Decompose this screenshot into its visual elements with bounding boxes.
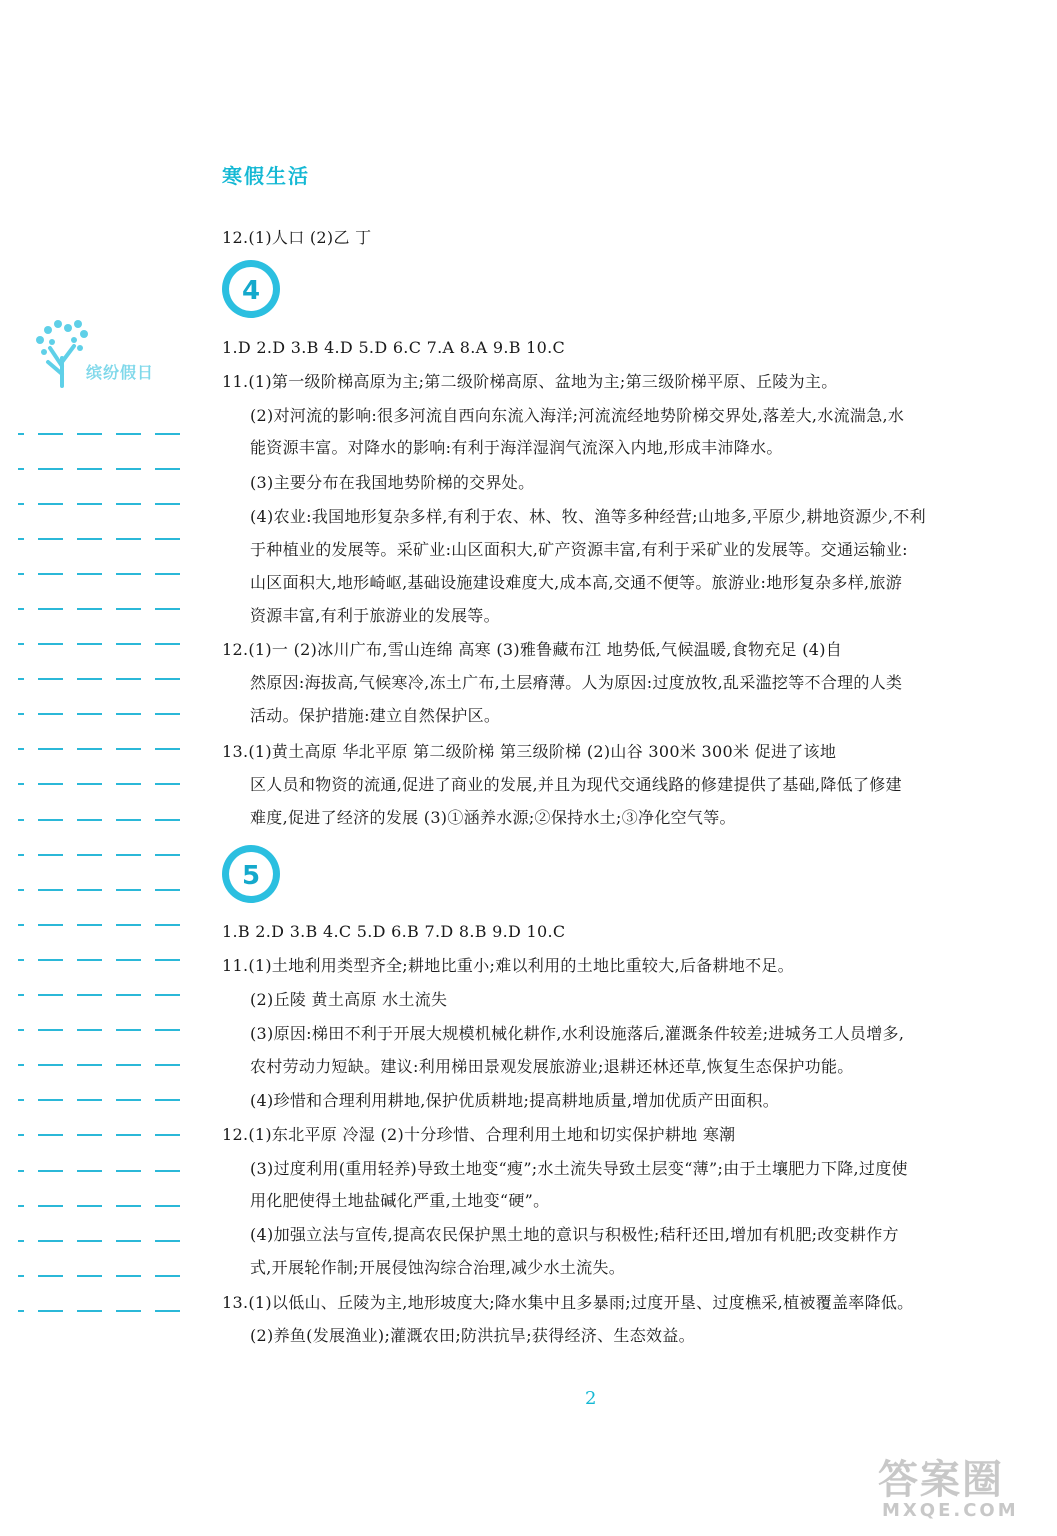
answer-line: (3)主要分布在我国地势阶梯的交界处。 xyxy=(250,473,535,492)
answer-line: (4)加强立法与宣传,提高农民保护黑土地的意识与积极性;秸秆还田,增加有机肥;改变耕作方 xyxy=(250,1225,899,1244)
note-lines xyxy=(18,416,203,1328)
answer-line: (2)丘陵 黄土高原 水土流失 xyxy=(250,990,448,1009)
badge-number: 4 xyxy=(241,276,261,306)
answer-line: (3)过度利用(重用轻养)导致土地变“瘦”;水土流失导致土层变“薄”;由于土壤肥力下降,过度使 xyxy=(250,1159,908,1178)
answer-line: 然原因:海拔高,气候寒冷,冻土广布,土层瘠薄。人为原因:过度放牧,乱采滥挖等不合理的人类 xyxy=(250,673,903,692)
answer-line: (2)对河流的影响:很多河流自西向东流入海洋;河流流经地势阶梯交界处,落差大,水流湍急,水 xyxy=(250,406,905,425)
answer-line: 1.D 2.D 3.B 4.D 5.D 6.C 7.A 8.A 9.B 10.C xyxy=(222,338,566,357)
answer-line: 用化肥使得土地盐碱化严重,土地变“硬”。 xyxy=(250,1191,550,1210)
badge-circle-icon xyxy=(220,258,282,320)
page-number: 2 xyxy=(585,1388,597,1409)
answer-line: 于种植业的发展等。采矿业:山区面积大,矿产资源丰富,有利于采矿业的发展等。交通运输业: xyxy=(250,540,908,559)
badge-circle-icon xyxy=(220,843,282,905)
answer-line: (4)农业:我国地形复杂多样,有利于农、林、牧、渔等多种经营;山地多,平原少,耕地资源少,不利 xyxy=(250,507,926,526)
answer-line: 农村劳动力短缺。建议:利用梯田景观发展旅游业;退耕还林还草,恢复生态保护功能。 xyxy=(250,1057,854,1076)
answer-line: 1.B 2.D 3.B 4.C 5.D 6.B 7.D 8.B 9.D 10.C xyxy=(222,922,566,941)
badge-number: 5 xyxy=(241,861,261,891)
watermark-logo-text: 答案圈 xyxy=(878,1457,1004,1503)
answer-line: 区人员和物资的流通,促进了商业的发展,并且为现代交通线路的修建提供了基础,降低了修建 xyxy=(250,775,902,794)
answer-line: (3)原因:梯田不利于开展大规模机械化耕作,水利设施落后,灌溉条件较差;进城务工人员增多, xyxy=(250,1024,905,1043)
section-badge-4 xyxy=(220,258,282,320)
page-header: 寒假生活 xyxy=(222,164,310,188)
answer-line: (4)珍惜和合理利用耕地,保护优质耕地;提高耕地质量,增加优质产田面积。 xyxy=(250,1091,780,1110)
answer-line: 13.(1)黄土高原 华北平原 第二级阶梯 第三级阶梯 (2)山谷 300米 300米 促进了该地 xyxy=(222,742,837,761)
section-badge-5 xyxy=(220,843,282,905)
answer-line: 12.(1)一 (2)冰川广布,雪山连绵 高寒 (3)雅鲁藏布江 地势低,气候温暖,食物充足 (4)自 xyxy=(222,640,843,659)
sidebar-decoration xyxy=(18,318,203,1318)
answer-line: 式,开展轮作制;开展侵蚀沟综合治理,减少水土流失。 xyxy=(250,1258,626,1277)
answer-line: 资源丰富,有利于旅游业的发展等。 xyxy=(250,606,500,625)
answer-line: 11.(1)第一级阶梯高原为主;第二级阶梯高原、盆地为主;第三级阶梯平原、丘陵为主。 xyxy=(222,372,838,391)
watermark-url: MXQE.COM xyxy=(882,1500,1019,1521)
answer-line: 13.(1)以低山、丘陵为主,地形坡度大;降水集中且多暴雨;过度开垦、过度樵采,植被覆盖率降低。 xyxy=(222,1293,914,1312)
answer-line: (2)养鱼(发展渔业);灌溉农田;防洪抗旱;获得经济、生态效益。 xyxy=(250,1326,695,1345)
answer-line: 能资源丰富。对降水的影响:有利于海洋湿润气流深入内地,形成丰沛降水。 xyxy=(250,438,783,457)
answer-line: 难度,促进了经济的发展 (3)①涵养水源;②保持水土;③净化空气等。 xyxy=(250,808,736,827)
answer-line: 12.(1)东北平原 冷湿 (2)十分珍惜、合理利用土地和切实保护耕地 寒潮 xyxy=(222,1125,736,1144)
answer-line: 12.(1)人口 (2)乙 丁 xyxy=(222,228,372,247)
answer-line: 山区面积大,地形崎岖,基础设施建设难度大,成本高,交通不便等。旅游业:地形复杂多样,旅游 xyxy=(250,573,903,592)
sidebar-title: 缤纷假日 xyxy=(86,363,155,382)
answer-line: 11.(1)土地利用类型齐全;耕地比重小;难以利用的土地比重较大,后备耕地不足。 xyxy=(222,956,794,975)
answer-line: 活动。保护措施:建立自然保护区。 xyxy=(250,706,501,725)
watermark xyxy=(878,1448,1048,1528)
